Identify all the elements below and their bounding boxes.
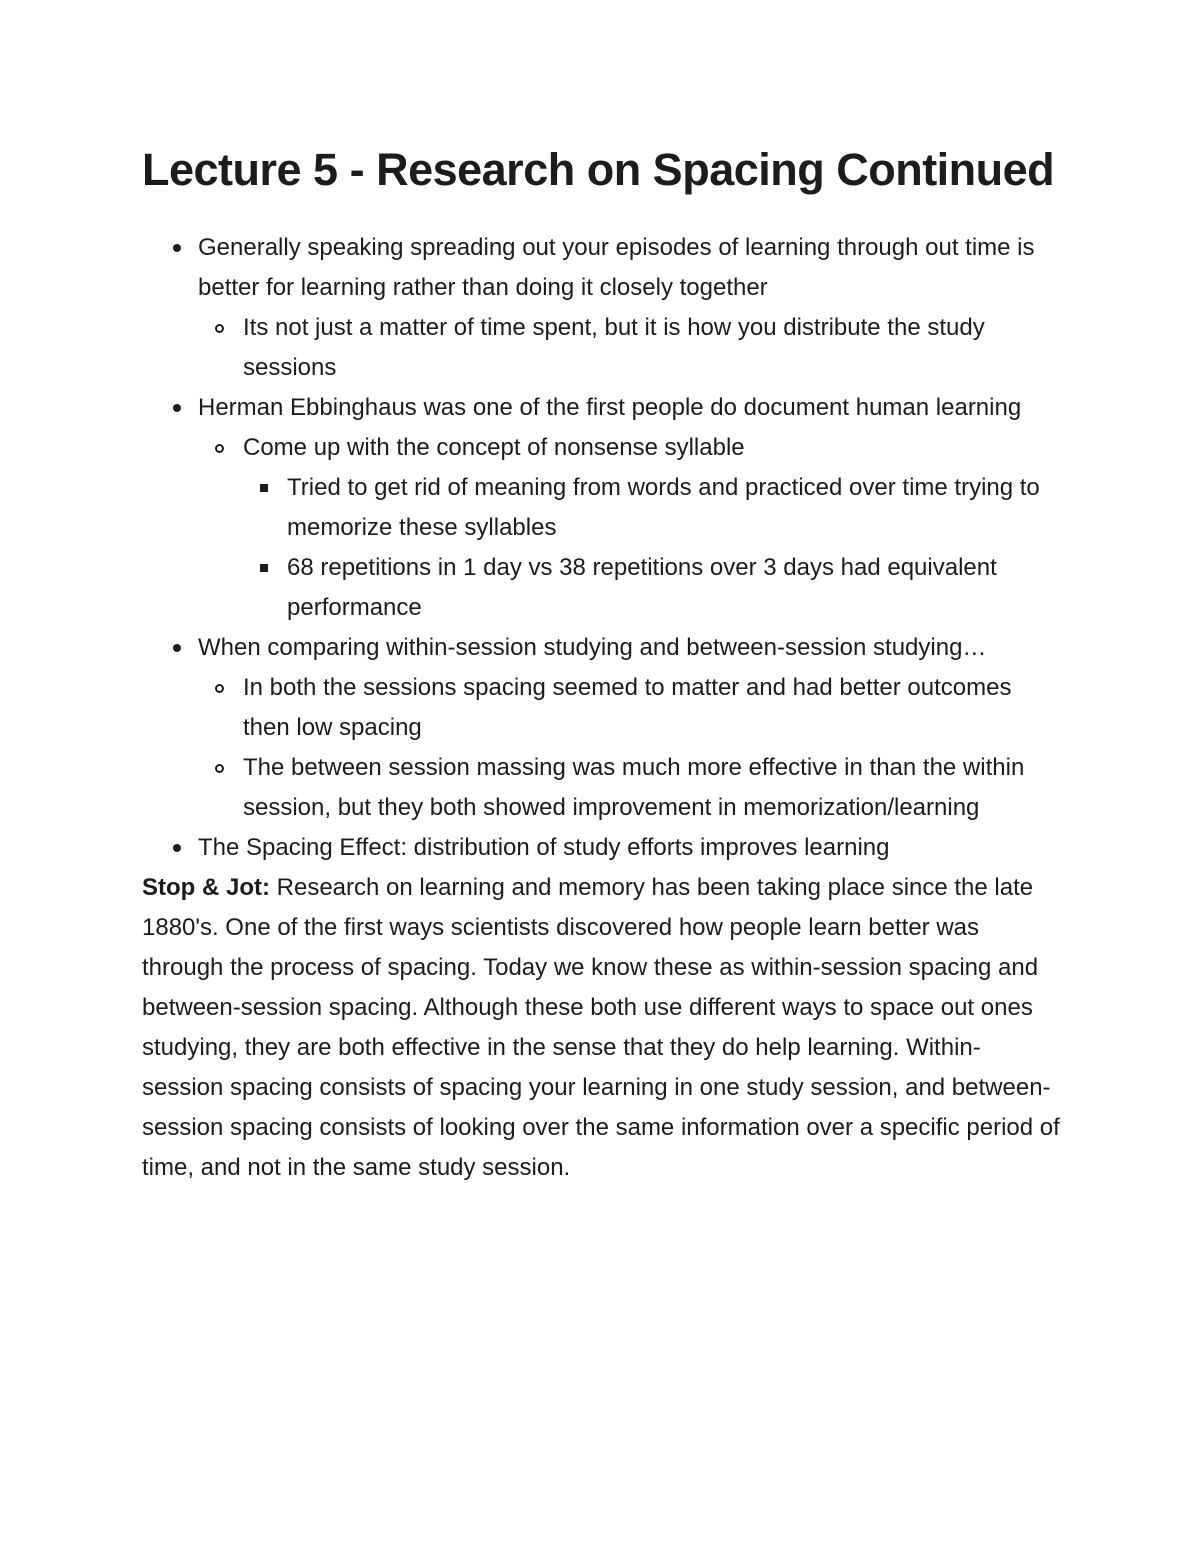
hollow-circle-bullet-icon — [215, 324, 224, 333]
list-item-text: Come up with the concept of nonsense syllable — [243, 434, 745, 461]
list-item-text: Tried to get rid of meaning from words and practiced over time trying to memorize these syllables — [287, 474, 1040, 541]
list-item — [142, 388, 1062, 628]
square-bullet-icon — [260, 564, 268, 572]
list-item-text: Its not just a matter of time spent, but it is how you distribute the study sessions — [243, 314, 985, 381]
sub-sub-list — [243, 468, 1062, 628]
list-item-text: The Spacing Effect: distribution of study efforts improves learning — [198, 834, 890, 861]
page-title: Lecture 5 - Research on Spacing Continued — [142, 144, 1055, 195]
list-item-text: Generally speaking spreading out your episodes of learning through out time is better for learning rather than doing it closely together — [198, 234, 1035, 301]
list-item — [243, 468, 1062, 548]
list-item-text: 68 repetitions in 1 day vs 38 repetitions over 3 days had equivalent performance — [287, 554, 997, 621]
filled-circle-bullet-icon — [173, 404, 181, 412]
document-page — [142, 142, 1062, 1188]
sub-list — [198, 428, 1062, 628]
hollow-circle-bullet-icon — [215, 684, 224, 693]
hollow-circle-bullet-icon — [215, 764, 224, 773]
square-bullet-icon — [260, 484, 268, 492]
filled-circle-bullet-icon — [173, 844, 181, 852]
list-item — [198, 308, 1062, 388]
list-item-text: Herman Ebbinghaus was one of the first people do document human learning — [198, 394, 1022, 421]
list-item — [198, 428, 1062, 628]
sub-list — [198, 308, 1062, 388]
list-item — [142, 828, 1062, 868]
hollow-circle-bullet-icon — [215, 444, 224, 453]
list-item — [198, 748, 1062, 828]
list-item-text: In both the sessions spacing seemed to matter and had better outcomes then low spacing — [243, 674, 1012, 741]
stop-and-jot-text: Research on learning and memory has been taking place since the late 1880's. One of the first ways scientists discovered how people learn better was through the process of spacing. Today we know these as within-session spacing and between-session spacing. Although these both use different ways to space out ones studying, they are both effective in the sense that they do help learning. Within-session spacing consists of spacing your learning in one study session, and between-session spacing consists of looking over the same information over a specific period of time, and not in the same study session. — [142, 874, 1060, 1181]
list-item-text: When comparing within-session studying and between-session studying… — [198, 634, 987, 661]
sub-list — [198, 668, 1062, 828]
list-item-text: The between session massing was much more effective in than the within session, but they both showed improvement in memorization/learning — [243, 754, 1025, 821]
notes-list — [142, 228, 1062, 868]
stop-and-jot-paragraph — [142, 868, 1062, 1188]
list-item — [142, 228, 1062, 388]
list-item — [198, 668, 1062, 748]
filled-circle-bullet-icon — [173, 644, 181, 652]
filled-circle-bullet-icon — [173, 244, 181, 252]
list-item — [142, 628, 1062, 828]
stop-and-jot-label: Stop & Jot: — [142, 874, 270, 901]
list-item — [243, 548, 1062, 628]
